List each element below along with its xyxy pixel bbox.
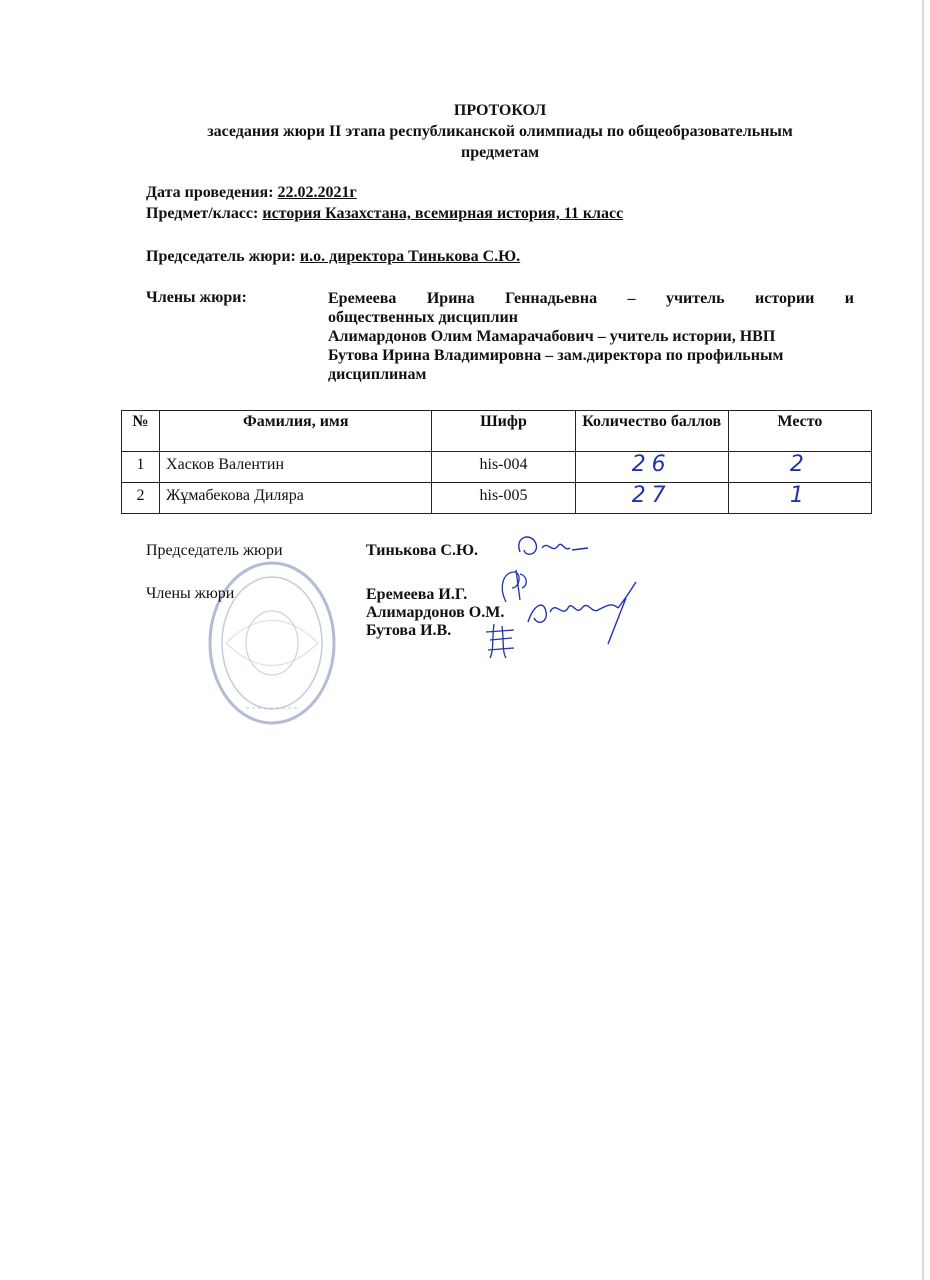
- cell-score-wrap: [575, 452, 728, 483]
- chair-label: Председатель жюри:: [146, 248, 296, 265]
- member-line: Бутова Ирина Владимировна – зам.директора по профильным: [328, 347, 784, 364]
- member2-signature: [522, 578, 640, 648]
- document-subtitle: [130, 121, 870, 163]
- subject-value: история Казахстана, всемирная история, 11 класс: [262, 205, 624, 222]
- subject-label: Предмет/класс:: [146, 205, 259, 222]
- chair-signature: [512, 530, 592, 564]
- header-name: Фамилия, имя: [160, 411, 432, 452]
- header-score: Количество баллов: [575, 411, 728, 452]
- members-list: [328, 289, 854, 384]
- signature-chair-name: Тинькова С.Ю.: [366, 542, 478, 559]
- cell-code: his-004: [432, 452, 575, 483]
- member3-signature: [480, 618, 520, 662]
- members-label: Члены жюри:: [146, 289, 247, 306]
- member-line: Еремеева Ирина Геннадьевна – учитель истории и: [328, 290, 854, 307]
- member-line: общественных дисциплин: [328, 309, 518, 326]
- cell-place-wrap: [728, 483, 871, 514]
- date-label: Дата проведения:: [146, 184, 274, 201]
- table-row: [122, 483, 872, 514]
- subtitle-line-1: заседания жюри II этапа республиканской олимпиады по общеобразовательным: [207, 123, 793, 140]
- cell-number: 2: [122, 483, 160, 514]
- signature-chair-label: Председатель жюри: [146, 542, 283, 559]
- handwritten-score: 27: [631, 483, 672, 508]
- handwritten-place: 2: [789, 452, 810, 477]
- signature-members-label: Члены жюри: [146, 585, 235, 602]
- date-value: 22.02.2021г: [277, 184, 357, 201]
- handwritten-place: 1: [789, 483, 810, 508]
- scan-edge: [922, 0, 924, 1280]
- header-number: №: [122, 411, 160, 452]
- handwritten-score: 26: [631, 452, 672, 477]
- cell-place-wrap: [728, 452, 871, 483]
- signature-member-name: Алимардонов О.М.: [366, 604, 505, 621]
- cell-number: 1: [122, 452, 160, 483]
- chair-value: и.о. директора Тинькова С.Ю.: [299, 248, 521, 265]
- seal-stamp: [206, 558, 338, 728]
- member-line: дисциплинам: [328, 366, 427, 383]
- document-title: ПРОТОКОЛ: [453, 102, 547, 119]
- results-table: [121, 410, 872, 514]
- chair-row: [146, 247, 520, 267]
- subject-row: [146, 204, 623, 224]
- cell-code: his-005: [432, 483, 575, 514]
- signature-member-name: Бутова И.В.: [366, 622, 452, 639]
- header-place: Место: [728, 411, 871, 452]
- cell-name: Хасков Валентин: [160, 452, 432, 483]
- cell-name: Жұмабекова Диляра: [160, 483, 432, 514]
- cell-score-wrap: [575, 483, 728, 514]
- subtitle-line-2: предметам: [460, 144, 540, 161]
- table-header-row: [122, 411, 872, 452]
- date-row: [146, 183, 357, 203]
- table-row: [122, 452, 872, 483]
- signature-member-name: Еремеева И.Г.: [366, 586, 468, 603]
- header-code: Шифр: [432, 411, 575, 452]
- member-line: Алимардонов Олим Мамарачабович – учитель истории, НВП: [328, 328, 776, 345]
